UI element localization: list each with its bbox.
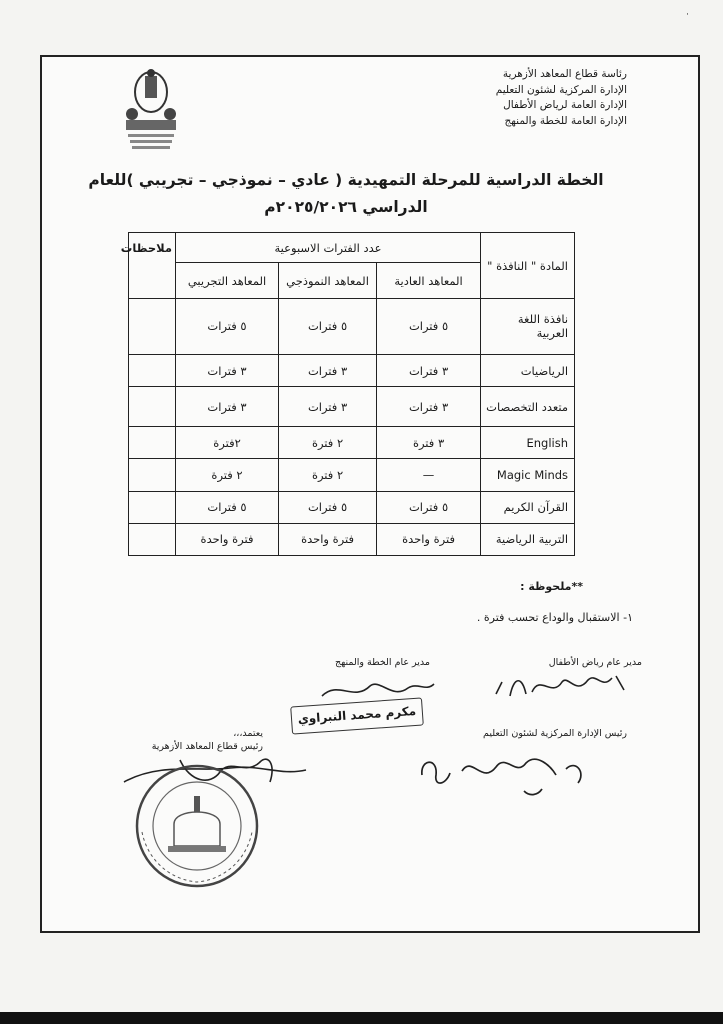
value-cell: — (377, 459, 481, 491)
value-cell: فترة واحدة (377, 523, 481, 555)
title-line-1: الخطة الدراسية للمرحلة التمهيدية ( عادي – نموذجي – تجريبي )للعام (88, 171, 604, 189)
note-cell (129, 354, 176, 386)
value-cell: ٢ فترة (176, 459, 279, 491)
value-cell: ٥ فترات (279, 299, 377, 355)
notes-heading: **ملحوظة : (520, 580, 583, 593)
value-cell: فترة واحدة (279, 523, 377, 555)
institution-header (367, 67, 627, 129)
value-cell: ٣ فترات (377, 354, 481, 386)
plan-director-signature-icon (318, 676, 438, 706)
table-row (129, 299, 575, 355)
scan-speck: · (686, 10, 689, 20)
value-cell: ٢فترة (176, 427, 279, 459)
header-line: الإدارة المركزية لشئون التعليم (495, 83, 627, 96)
table-row (129, 523, 575, 555)
weekly-periods-header: عدد الفترات الاسبوعية (176, 233, 481, 263)
value-cell: ٥ فترات (377, 299, 481, 355)
subject-cell: متعدد التخصصات (481, 387, 575, 427)
value-cell: ٥ فترات (176, 299, 279, 355)
note-cell (129, 387, 176, 427)
sector-head-label: رئيس قطاع المعاهد الأزهرية (151, 741, 263, 752)
value-cell: ٣ فترة (377, 427, 481, 459)
value-cell: ٥ فترات (176, 491, 279, 523)
value-cell: ٢ فترة (279, 459, 377, 491)
value-cell: ٣ فترات (176, 387, 279, 427)
note-cell (129, 523, 176, 555)
document-title (70, 167, 622, 221)
study-plan-table (120, 232, 575, 556)
note-cell (129, 299, 176, 355)
table-row (129, 459, 575, 491)
header-line: الإدارة العامة لرياض الأطفال (503, 99, 627, 111)
subject-cell: Magic Minds (481, 459, 575, 491)
plan-director-label: مدير عام الخطة والمنهج (334, 657, 430, 668)
header-line: رئاسة قطاع المعاهد الأزهرية (502, 68, 627, 80)
subject-cell: English (481, 427, 575, 459)
table-row (129, 491, 575, 523)
subject-header: المادة " النافذة " (481, 233, 575, 299)
title-line-2: الدراسي ٢٠٢٥/٢٠٢٦م (264, 198, 428, 216)
table-row (129, 427, 575, 459)
approved-label: يعتمد،،، (233, 728, 263, 739)
table-row (129, 354, 575, 386)
value-cell: فترة واحدة (176, 523, 279, 555)
column-header: المعاهد العادية (377, 263, 481, 299)
kg-director-signature-icon (492, 668, 632, 704)
note-cell (129, 427, 176, 459)
central-head-signature-icon (416, 745, 596, 803)
azhar-logo-icon (118, 62, 184, 154)
value-cell: ٣ فترات (279, 354, 377, 386)
note-cell (129, 491, 176, 523)
value-cell: ٣ فترات (377, 387, 481, 427)
subject-cell: القرآن الكريم (481, 491, 575, 523)
note-item: ١- الاستقبال والوداع تحسب فترة . (476, 611, 633, 624)
subject-cell: الرياضيات (481, 354, 575, 386)
kg-director-label: مدير عام رياض الأطفال (548, 657, 642, 668)
header-line: الإدارة العامة للخطة والمنهج (504, 114, 627, 127)
subject-cell: نافذة اللغة العربية (481, 299, 575, 355)
scan-bottom-edge (0, 1012, 723, 1024)
value-cell: ٥ فترات (279, 491, 377, 523)
official-seal-icon (122, 762, 272, 890)
value-cell: ٣ فترات (176, 354, 279, 386)
plan-director-stamp: مكرم محمد النبراوي (290, 697, 424, 734)
column-header: المعاهد النموذجي (279, 263, 377, 299)
central-head-label: رئيس الإدارة المركزية لشئون التعليم (483, 728, 627, 739)
value-cell: ٣ فترات (279, 387, 377, 427)
subject-cell: التربية الرياضية (481, 523, 575, 555)
value-cell: ٥ فترات (377, 491, 481, 523)
note-cell (129, 459, 176, 491)
notes-header: ملاحظات (129, 233, 176, 299)
column-header: المعاهد التجريبي (176, 263, 279, 299)
table-row (129, 387, 575, 427)
value-cell: ٢ فترة (279, 427, 377, 459)
